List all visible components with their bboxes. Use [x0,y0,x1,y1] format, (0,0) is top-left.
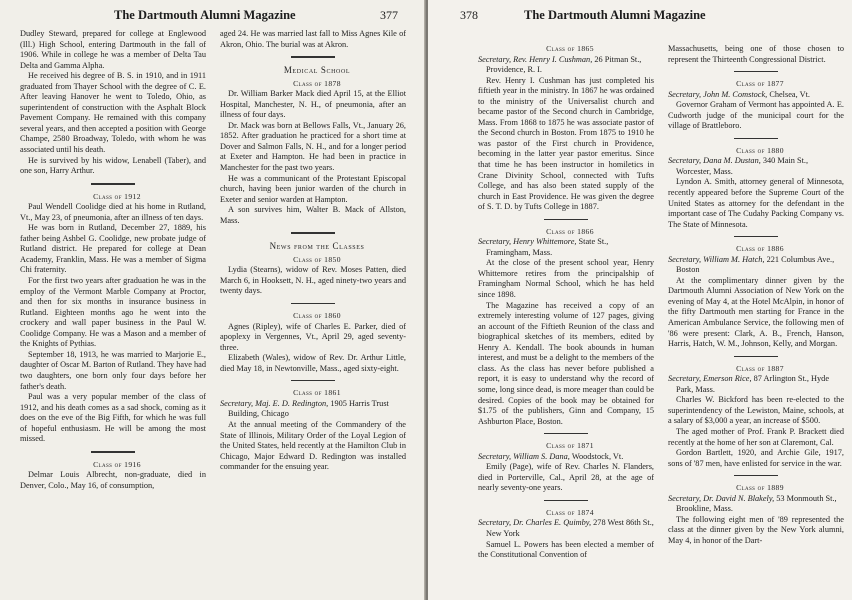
class-heading: Class of 1850 [293,254,341,264]
secretary-line [668,156,844,177]
paragraph: For the first two years after graduation he was in the employ of the Vermont Marble Company at Proctor, and then for six months in insurance business in Rutland. Eighteen months ago he went into the crockery and wall paper business in the Paul W. Coolidge Company. He was a Mason and a member of the Knights of Pythias. [20,276,206,349]
secretary-address: 1905 Harris Trust Building, Chicago [228,398,389,419]
section-divider [734,138,778,139]
section-divider [91,183,135,185]
paragraph: Charles W. Bickford has been re-elected to the superintendency of the Lewiston, Maine, schools, at a salary of $3,000 a year, an increase of $500. [668,395,844,426]
magazine-title: The Dartmouth Alumni Magazine [524,8,706,22]
class-heading: Class of 1886 [736,244,784,254]
section-divider [291,303,335,304]
paragraph: Dudley Steward, prepared for college at Englewood (Ill.) High School, entering Dartmouth in the fall of 1906. While in college he was a member of Delta Tau Delta and Gamma Alpha. [20,29,206,70]
paragraph: At the close of the present school year, Henry Whittemore retires from the principalship of Framingham Normal School, which he has held since 1898. [478,258,654,300]
class-heading: Class of 1861 [293,388,341,398]
paragraph: Dr. Mack was born at Bellows Falls, Vt., January 26, 1852. After graduation he practiced for a short time at Dover and Salmon Falls, N. H., and for a longer period at Exeter and Hampton. He had been in practice in Manchester for the past two years. [220,120,406,173]
section-divider [734,71,778,72]
section-divider [734,236,778,237]
page-number: 377 [380,8,398,22]
secretary-line [478,55,654,76]
section-heading: Medical School [283,65,351,76]
class-heading: Class of 1878 [293,78,341,88]
paragraph: Agnes (Ripley), wife of Charles E. Parker, died of apoplexy in Vergennes, Vt., April 29, aged seventy-three. [220,321,406,352]
class-heading: Class of 1871 [546,441,594,451]
secretary-line [478,518,654,539]
secretary-name: Secretary, Rev. Henry I. Cushman, [478,54,593,64]
class-heading: Class of 1865 [546,44,594,53]
secretary-address: 53 Monmouth St., Brookline, Mass. [676,493,837,514]
section-divider [544,433,588,434]
paragraph: Rev. Henry I. Cushman has just completed his fiftieth year in the ministry. In 1867 he was ordained to the ministry of the Universalist church and became pastor of the Second church in Cambridge, Mass. From 1868 to 1875 he was associate pastor of the Second church in Boston. From 1875 to 1910 he was pastor of the First church in Providence, becoming in the latter year pastor emeritus. Since that time he has been instructor in homiletics in Crane Divinity School, connected with Tufts College, and has also been stated supply of the church in East Providence. He was given the degree of S. T. D. by Tufts College in 1887. [478,75,654,212]
paragraph: Emily (Page), wife of Rev. Charles N. Flanders, died in Porterville, Cal., April 28, at the age of nearly seventy-one years. [478,462,654,493]
section-divider [734,356,778,357]
section-divider [291,232,335,234]
paragraph: He received his degree of B. S. in 1910, and in 1911 graduated from Thayer School with the degree of C. E. After leaving Hanover he went to Toledo, Ohio, as superintendent of construction with the Asphalt Block Pavement Company. He remained with this company several years, and then accepted a position with George Champe, 2580 Broadway, Toledo, with whom he was associated until his death. [20,71,206,155]
right-page [428,0,852,600]
paragraph: Samuel L. Powers has been elected a member of the Constitutional Convention of [478,539,654,560]
paragraph: The aged mother of Prof. Frank P. Brackett died recently at the home of her son at Claremont, Cal. [668,426,844,447]
section-divider [291,380,335,381]
page-number: 378 [460,8,478,22]
paragraph: Lyndon A. Smith, attorney general of Minnesota, recently appeared before the Supreme Court of the United States as attorney for the defendant in the important case of The Cudahy Packing Company vs. The State of Minnesota. [668,177,844,229]
secretary-address: State St., Framingham, Mass. [486,237,609,257]
secretary-name: Secretary, Dr. Charles E. Quimby, [478,518,592,528]
paragraph: Paul Wendell Coolidge died at his home in Rutland, Vt., May 23, of pneumonia, after an illness of ten days. [20,202,206,222]
class-heading: Class of 1877 [736,79,784,89]
secretary-line [668,494,844,515]
secretary-name: Secretary, Dr. David N. Blakely, [668,493,775,503]
paragraph: At the complimentary dinner given by the Dartmouth Alumni Association of New York on the evening of May 4, at the Hotel McAlpin, in honor of the fifty Dartmouth men starting for France in the American Ambulance Service, the following men of '86 were present: Clark, A. B., French, Hanson, Harris, Hatch, W. M., Johnson, Kelly, and Morgan. [668,275,844,349]
secretary-address: 87 Arlington St., Hyde Park, Mass. [676,374,830,394]
secretary-line [668,255,844,276]
class-heading: Class of 1887 [736,363,784,373]
secretary-name: Secretary, Henry Whittemore, [478,237,577,247]
secretary-name: Secretary, William S. Dana, [478,451,570,461]
paragraph: The Magazine has received a copy of an extremely interesting volume of 127 pages, giving an account of the Fiftieth Reunion of the class and biographical sketches of its members, edited by Henry A. Kendall. The book abounds in human interest, and must be a delight to the members of the class. As the class has never before published a report, it is easy to understand why the record of some, long since dead, is more meager than could be desired. Copies of the book may be obtained for $1.75 of the publishers, Ginn and Company, 15 Ashburton Place, Boston. [478,300,654,426]
secretary-address: Chelsea, Vt. [769,89,810,99]
secretary-name: Secretary, Maj. E. D. Redington, [220,398,329,408]
section-divider [734,475,778,476]
section-divider [291,56,335,58]
paragraph: The following eight men of '89 represented the class at the dinner given by the New York alumni, May 4, in honor of the Dart- [668,514,844,545]
class-heading: Class of 1874 [546,507,594,517]
secretary-line [478,237,654,258]
secretary-address: 278 West 86th St., New York [486,518,654,538]
left-page-column-2 [220,29,406,473]
secretary-line [668,90,844,101]
running-header-left [0,8,426,24]
paragraph: Delmar Louis Albrecht, non-graduate, died in Denver, Colo., May 16, of consumption, [20,470,206,490]
paragraph: Elizabeth (Wales), widow of Rev. Dr. Arthur Little, died May 18, in Newtonville, Mass., aged sixty-eight. [220,353,406,373]
section-divider [91,451,135,453]
paragraph: Lydia (Stearns), widow of Rev. Moses Patten, died March 6, in Hooksett, N. H., aged ninety-two years and twenty days. [220,265,406,296]
class-heading: Class of 1866 [546,226,594,236]
secretary-address: Woodstock, Vt. [571,451,624,461]
paragraph: Paul was a very popular member of the class of 1912, and his death comes as a sad shock, coming as it does on the eve of the Big Fifth, for which he was full of hopeful enthusiasm. He will be among the most missed. [20,392,206,444]
paragraph: He is survived by his widow, Lenabell (Taber), and one son, Harry Arthur. [20,155,206,176]
magazine-title: The Dartmouth Alumni Magazine [114,8,296,22]
section-divider [544,500,588,501]
right-page-column-1 [478,44,654,561]
secretary-address: 340 Main St., Worcester, Mass. [676,156,809,176]
paragraph: Governor Graham of Vermont has appointed A. E. Cudworth judge of the municipal court for the village of Brattleboro. [668,100,844,131]
secretary-address: 221 Columbus Ave., Boston [676,254,835,275]
section-heading: News from the Classes [269,241,365,252]
paragraph: At the annual meeting of the Commandery of the State of Illinois, Military Order of the Loyal Legion of the United States, held recently at the Hamilton Club in Chicago, Major Edward D. Redington was installed commander for the ensuing year. [220,419,406,472]
running-header-right [428,8,852,24]
secretary-address: 26 Pitman St., Providence, R. I. [486,54,642,75]
paragraph: Massachusetts, being one of those chosen to represent the Thirteenth Congressional District. [668,44,844,64]
secretary-name: Secretary, William M. Hatch, [668,254,765,264]
secretary-line [478,452,654,463]
paragraph: He was born in Rutland, December 27, 1889, his father being Ashbel G. Coolidge, new probate judge of Rutland district. He prepared for college at Dean Academy, Franklin, Mass. He was a member of Sigma Chi fraternity. [20,223,206,275]
secretary-line [668,374,844,395]
class-heading: Class of 1916 [93,459,141,469]
class-heading: Class of 1889 [736,483,784,493]
paragraph: September 18, 1913, he was married to Marjorie E., daughter of Oscar M. Barton of Rutland. They have had two daughters, one born only four days before her father's death. [20,349,206,391]
right-page-column-2 [668,44,844,546]
class-heading: Class of 1860 [293,311,341,321]
section-divider [544,219,588,220]
secretary-line [220,399,406,420]
paragraph: aged 24. He was married last fall to Miss Agnes Kile of Akron, Ohio. The burial was at Akron. [220,29,406,49]
left-page-column-1 [20,29,206,491]
class-heading: Class of 1912 [93,191,141,201]
paragraph: He was a communicant of the Protestant Episcopal church, having been junior warden of the church in Exeter and senior warden at Hampton. [220,173,406,204]
paragraph: A son survives him, Walter B. Mack of Allston, Mass. [220,205,406,225]
secretary-name: Secretary, John M. Comstock, [668,89,768,99]
secretary-name: Secretary, Dana M. Dustan, [668,156,761,166]
class-heading: Class of 1880 [736,145,784,155]
secretary-name: Secretary, Emerson Rice, [668,374,752,384]
paragraph: Dr. William Barker Mack died April 15, at the Elliot Hospital, Manchester, N. H., of pneumonia, after an illness of four days. [220,89,406,120]
paragraph: Gordon Bartlett, 1920, and Archie Gile, 1917, sons of '87 men, have enlisted for service in the war. [668,448,844,468]
